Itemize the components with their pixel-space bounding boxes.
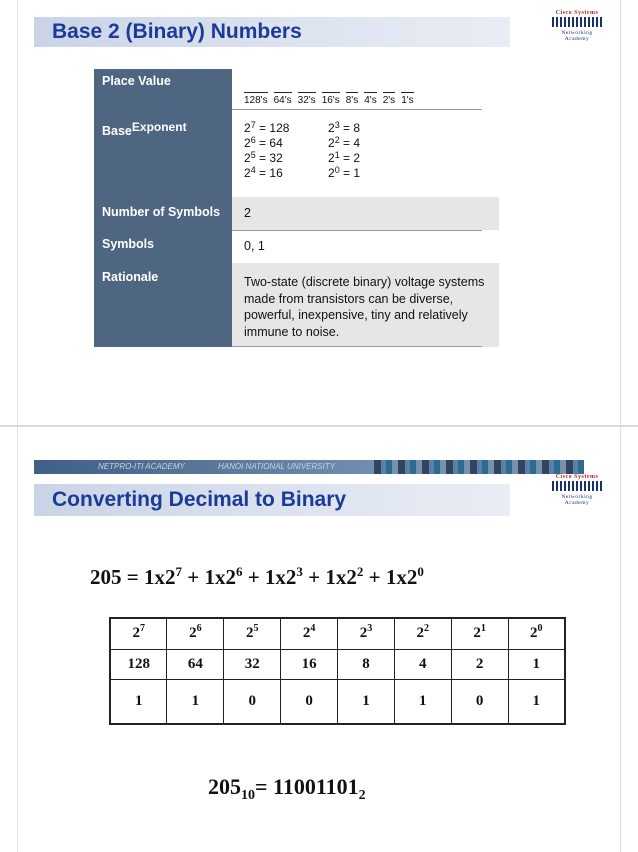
table-cell: 0	[281, 679, 338, 724]
exponent-row	[110, 618, 565, 649]
table-cell: 1	[167, 679, 224, 724]
place-16: 16's	[322, 92, 340, 106]
cisco-logo-text: Cisco Systems	[555, 474, 599, 480]
exponents-high	[244, 121, 289, 181]
cisco-logo	[546, 474, 608, 518]
conversion-result: $205_{10}= 11001101_2$	[208, 774, 366, 803]
slide1-title-bar	[34, 17, 510, 47]
number-of-symbols-band	[232, 197, 499, 230]
exponent-line: $2^5 = 32$	[244, 150, 283, 165]
table-cell: 1	[508, 679, 565, 724]
row-divider	[232, 230, 482, 231]
academy-logo-text: Networking Academy	[561, 494, 593, 507]
place-4: 4's	[364, 92, 376, 106]
exponent-line: $2^6 = 64$	[244, 135, 283, 150]
table-cell: $2^4$	[281, 618, 338, 649]
table-cell: $2^5$	[224, 618, 281, 649]
table-cell: $2^0$	[508, 618, 565, 649]
expansion-equation: $205 = 1x2^7 + 1x2^6 + 1x2^3 + 1x2^2 + 1x2^0$	[90, 564, 424, 589]
table-cell: $2^2$	[394, 618, 451, 649]
label-base-exponent: Base$^{Exponent}$	[102, 120, 187, 138]
row-divider	[232, 346, 482, 347]
place-value-headers	[244, 92, 484, 106]
place-128: 128's	[244, 92, 268, 106]
table-cell: 0	[451, 679, 508, 724]
exponent-line: $2^0 = 1$	[328, 165, 361, 180]
exponent-line: $2^3 = 8$	[328, 120, 361, 135]
place-value-table	[94, 69, 499, 347]
table-cell: 2	[451, 649, 508, 679]
exponent-line: $2^2 = 4$	[328, 135, 361, 150]
exponent-line: $2^1 = 2$	[328, 150, 361, 165]
table-cell: 8	[338, 649, 395, 679]
slide2-title: Converting Decimal to Binary	[52, 488, 347, 511]
photo-strip	[374, 460, 584, 474]
label-symbols: Symbols	[102, 237, 155, 251]
table-cell: 1	[110, 679, 167, 724]
table-cell: 1	[338, 679, 395, 724]
value-row	[110, 649, 565, 679]
header-strip	[34, 460, 584, 474]
place-8: 8's	[346, 92, 358, 106]
number-of-symbols-value: 2	[244, 206, 251, 220]
place-1: 1's	[401, 92, 413, 106]
table-cell: 32	[224, 649, 281, 679]
place-2: 2's	[383, 92, 395, 106]
table-cell: 4	[394, 649, 451, 679]
strip-university-text: HANOI NATIONAL UNIVERSITY	[218, 462, 336, 471]
table-cell: 0	[224, 679, 281, 724]
exponents-low	[328, 121, 360, 181]
values-column	[232, 69, 499, 347]
cisco-logo	[546, 10, 608, 54]
table-cell: 1	[508, 649, 565, 679]
exponent-line: $2^4 = 16$	[244, 165, 283, 180]
label-place-value: Place Value	[102, 74, 171, 88]
table-cell: $2^3$	[338, 618, 395, 649]
table-cell: 128	[110, 649, 167, 679]
table-cell: 16	[281, 649, 338, 679]
row-labels-column	[94, 69, 232, 347]
table-cell: 64	[167, 649, 224, 679]
slide2-title-bar	[34, 484, 510, 516]
symbols-value: 0, 1	[244, 239, 265, 253]
exponent-line: $2^7 = 128$	[244, 120, 290, 135]
binary-place-table	[109, 617, 566, 725]
slide1-title: Base 2 (Binary) Numbers	[52, 20, 302, 43]
rationale-value: Two-state (discrete binary) voltage systems made from transistors can be diverse, powerful, inexpensive, tiny and relatively immune to noise.	[244, 275, 485, 339]
strip-academy-text: NETPRO-ITI ACADEMY	[98, 462, 185, 471]
bit-row	[110, 679, 565, 724]
place-32: 32's	[298, 92, 316, 106]
row-divider	[232, 109, 482, 110]
place-64: 64's	[274, 92, 292, 106]
cisco-logo-text: Cisco Systems	[555, 10, 599, 16]
table-cell: $2^1$	[451, 618, 508, 649]
table-cell: 1	[394, 679, 451, 724]
table-cell: $2^6$	[167, 618, 224, 649]
label-rationale: Rationale	[102, 270, 159, 284]
table-cell: $2^7$	[110, 618, 167, 649]
cisco-bridge-icon	[552, 17, 602, 27]
cisco-bridge-icon	[552, 481, 602, 491]
label-number-of-symbols: Number of Symbols	[102, 205, 221, 219]
academy-logo-text: Networking Academy	[561, 30, 593, 43]
